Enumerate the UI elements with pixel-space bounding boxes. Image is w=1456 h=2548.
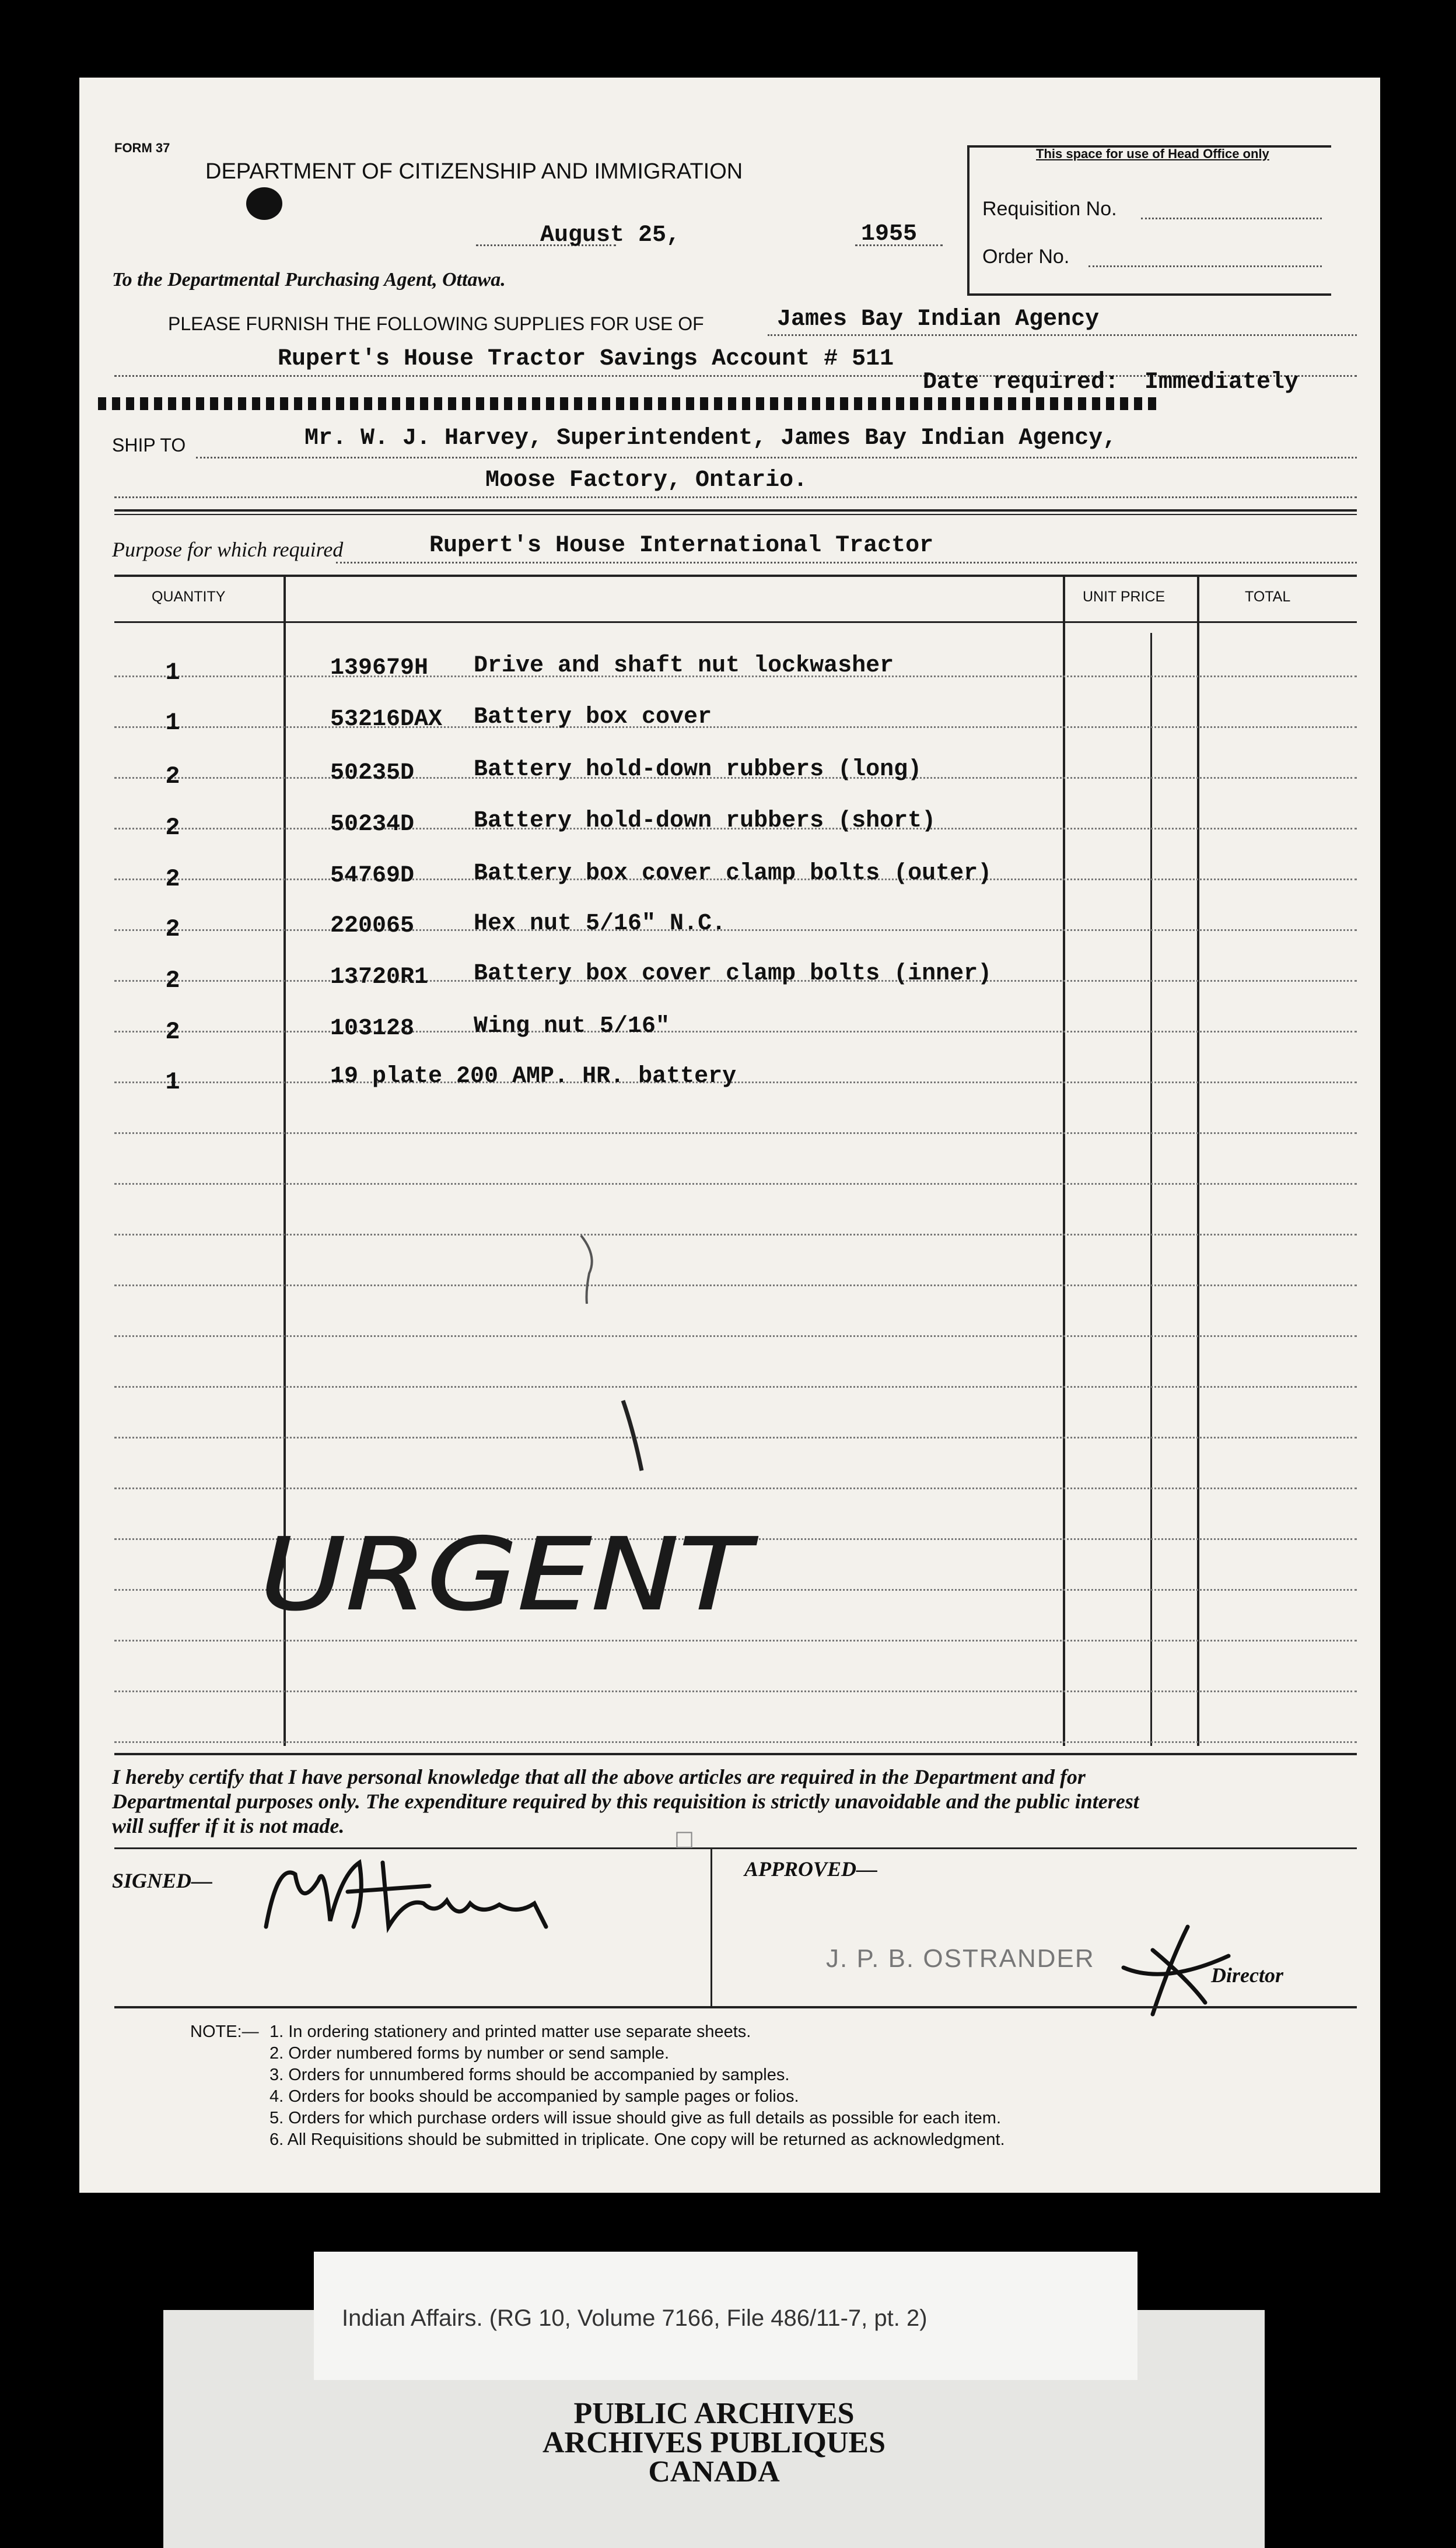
archive-reference: Indian Affairs. (RG 10, Volume 7166, File 486/11-7, pt. 2) <box>342 2305 928 2331</box>
note-3: 3. Orders for unnumbered forms should be accompanied by samples. <box>270 2066 790 2084</box>
certify-line-2: Departmental purposes only. The expenditure required by this requisition is strictly unavoidable and the public interest <box>112 1790 1139 1813</box>
certify-line-1: I hereby certify that I have personal knowledge that all the above articles are required in the Department and for <box>112 1765 1086 1788</box>
item-qty: 1 <box>165 659 180 687</box>
purpose: Rupert's House International Tractor <box>429 533 934 559</box>
ship-to-line2: Moose Factory, Ontario. <box>485 467 808 494</box>
item-desc: Drive and shaft nut lockwasher <box>474 653 894 679</box>
requisition-form <box>79 78 1380 2193</box>
date-required-label: Date required: <box>923 369 1119 396</box>
col-unit-price: UNIT PRICE <box>1083 589 1166 605</box>
item-desc: Battery box cover <box>474 704 712 730</box>
item-part: 13720R1 <box>330 964 429 991</box>
item-desc: Hex nut 5/16" N.C. <box>474 911 726 937</box>
item-part: 139679H <box>330 655 429 681</box>
svg-text:URGENT: URGENT <box>260 1517 758 1633</box>
pencil-mark <box>569 1233 604 1308</box>
note-1: 1. In ordering stationery and printed matter use separate sheets. <box>270 2022 751 2041</box>
form-year: 1955 <box>861 221 918 247</box>
form-date: August 25, <box>540 222 681 249</box>
certify-line-3: will suffer if it is not made. <box>112 1814 345 1838</box>
item-part: 50235D <box>330 760 415 786</box>
ink-blot <box>246 187 282 220</box>
item-qty: 2 <box>165 967 180 995</box>
item-desc: Battery box cover clamp bolts (outer) <box>474 860 992 887</box>
director-label: Director <box>1211 1964 1283 1987</box>
item-desc: Wing nut 5/16" <box>474 1013 670 1040</box>
archive-line-2: ARCHIVES PUBLIQUES <box>542 2426 886 2459</box>
department-title: DEPARTMENT OF CITIZENSHIP AND IMMIGRATION <box>205 159 743 184</box>
item-desc: Battery hold-down rubbers (long) <box>474 757 922 783</box>
note-5: 5. Orders for which purchase orders will issue should give as full details as possible for each item. <box>270 2109 1002 2127</box>
struck-out-line <box>98 397 1160 410</box>
item-qty: 2 <box>165 1018 180 1046</box>
approved-label: APPROVED— <box>744 1857 878 1881</box>
item-part: 220065 <box>330 913 415 939</box>
ship-to-label: SHIP TO <box>112 435 186 456</box>
note-4: 4. Orders for books should be accompanied by sample pages or folios. <box>270 2087 799 2106</box>
item-qty: 2 <box>165 915 180 943</box>
archive-line-1: PUBLIC ARCHIVES <box>573 2397 855 2430</box>
to-line: To the Departmental Purchasing Agent, Ottawa. <box>112 269 506 290</box>
archive-reference-card <box>314 2252 1138 2380</box>
item-qty: 2 <box>165 865 180 893</box>
note-2: 2. Order numbered forms by number or send sample. <box>270 2044 670 2063</box>
item-qty: 1 <box>165 1068 180 1096</box>
item-qty: 2 <box>165 762 180 790</box>
form-number: FORM 37 <box>114 141 170 155</box>
col-quantity: QUANTITY <box>152 589 226 605</box>
purpose-label: Purpose for which required <box>112 538 344 561</box>
archive-line-3: CANADA <box>648 2455 780 2488</box>
head-office-box <box>967 145 1331 296</box>
item-desc: 19 plate 200 AMP. HR. battery <box>330 1063 737 1090</box>
item-part: 54769D <box>330 863 415 889</box>
item-desc: Battery box cover clamp bolts (inner) <box>474 961 992 987</box>
head-office-note: This space for use of Head Office only <box>1036 146 1269 161</box>
item-qty: 2 <box>165 814 180 842</box>
approver-stamp: J. P. B. OSTRANDER <box>826 1944 1095 1973</box>
furnish-label: PLEASE FURNISH THE FOLLOWING SUPPLIES FOR USE OF <box>168 313 704 334</box>
furnish-for: James Bay Indian Agency <box>777 306 1100 332</box>
note-6: 6. All Requisitions should be submitted in triplicate. One copy will be returned as acknowledgment. <box>270 2130 1005 2149</box>
faint-stamp: ☐ <box>674 1828 695 1853</box>
requisition-no-label: Requisition No. <box>982 198 1117 220</box>
item-part: 50234D <box>330 811 415 838</box>
pencil-mark <box>616 1396 651 1478</box>
signed-label: SIGNED— <box>112 1869 213 1892</box>
col-total: TOTAL <box>1245 589 1291 605</box>
order-no-label: Order No. <box>982 246 1070 268</box>
item-part: 53216DAX <box>330 706 443 733</box>
item-part: 103128 <box>330 1016 415 1042</box>
note-label: NOTE:— <box>190 2022 259 2041</box>
date-required: Immediately <box>1144 369 1299 396</box>
item-qty: 1 <box>165 709 180 737</box>
account-line: Rupert's House Tractor Savings Account # 511 <box>278 346 894 372</box>
signature <box>254 1839 569 1938</box>
item-desc: Battery hold-down rubbers (short) <box>474 808 936 834</box>
ship-to-line1: Mr. W. J. Harvey, Superintendent, James Bay Indian Agency, <box>304 425 1117 452</box>
urgent-handwriting <box>254 1501 768 1641</box>
